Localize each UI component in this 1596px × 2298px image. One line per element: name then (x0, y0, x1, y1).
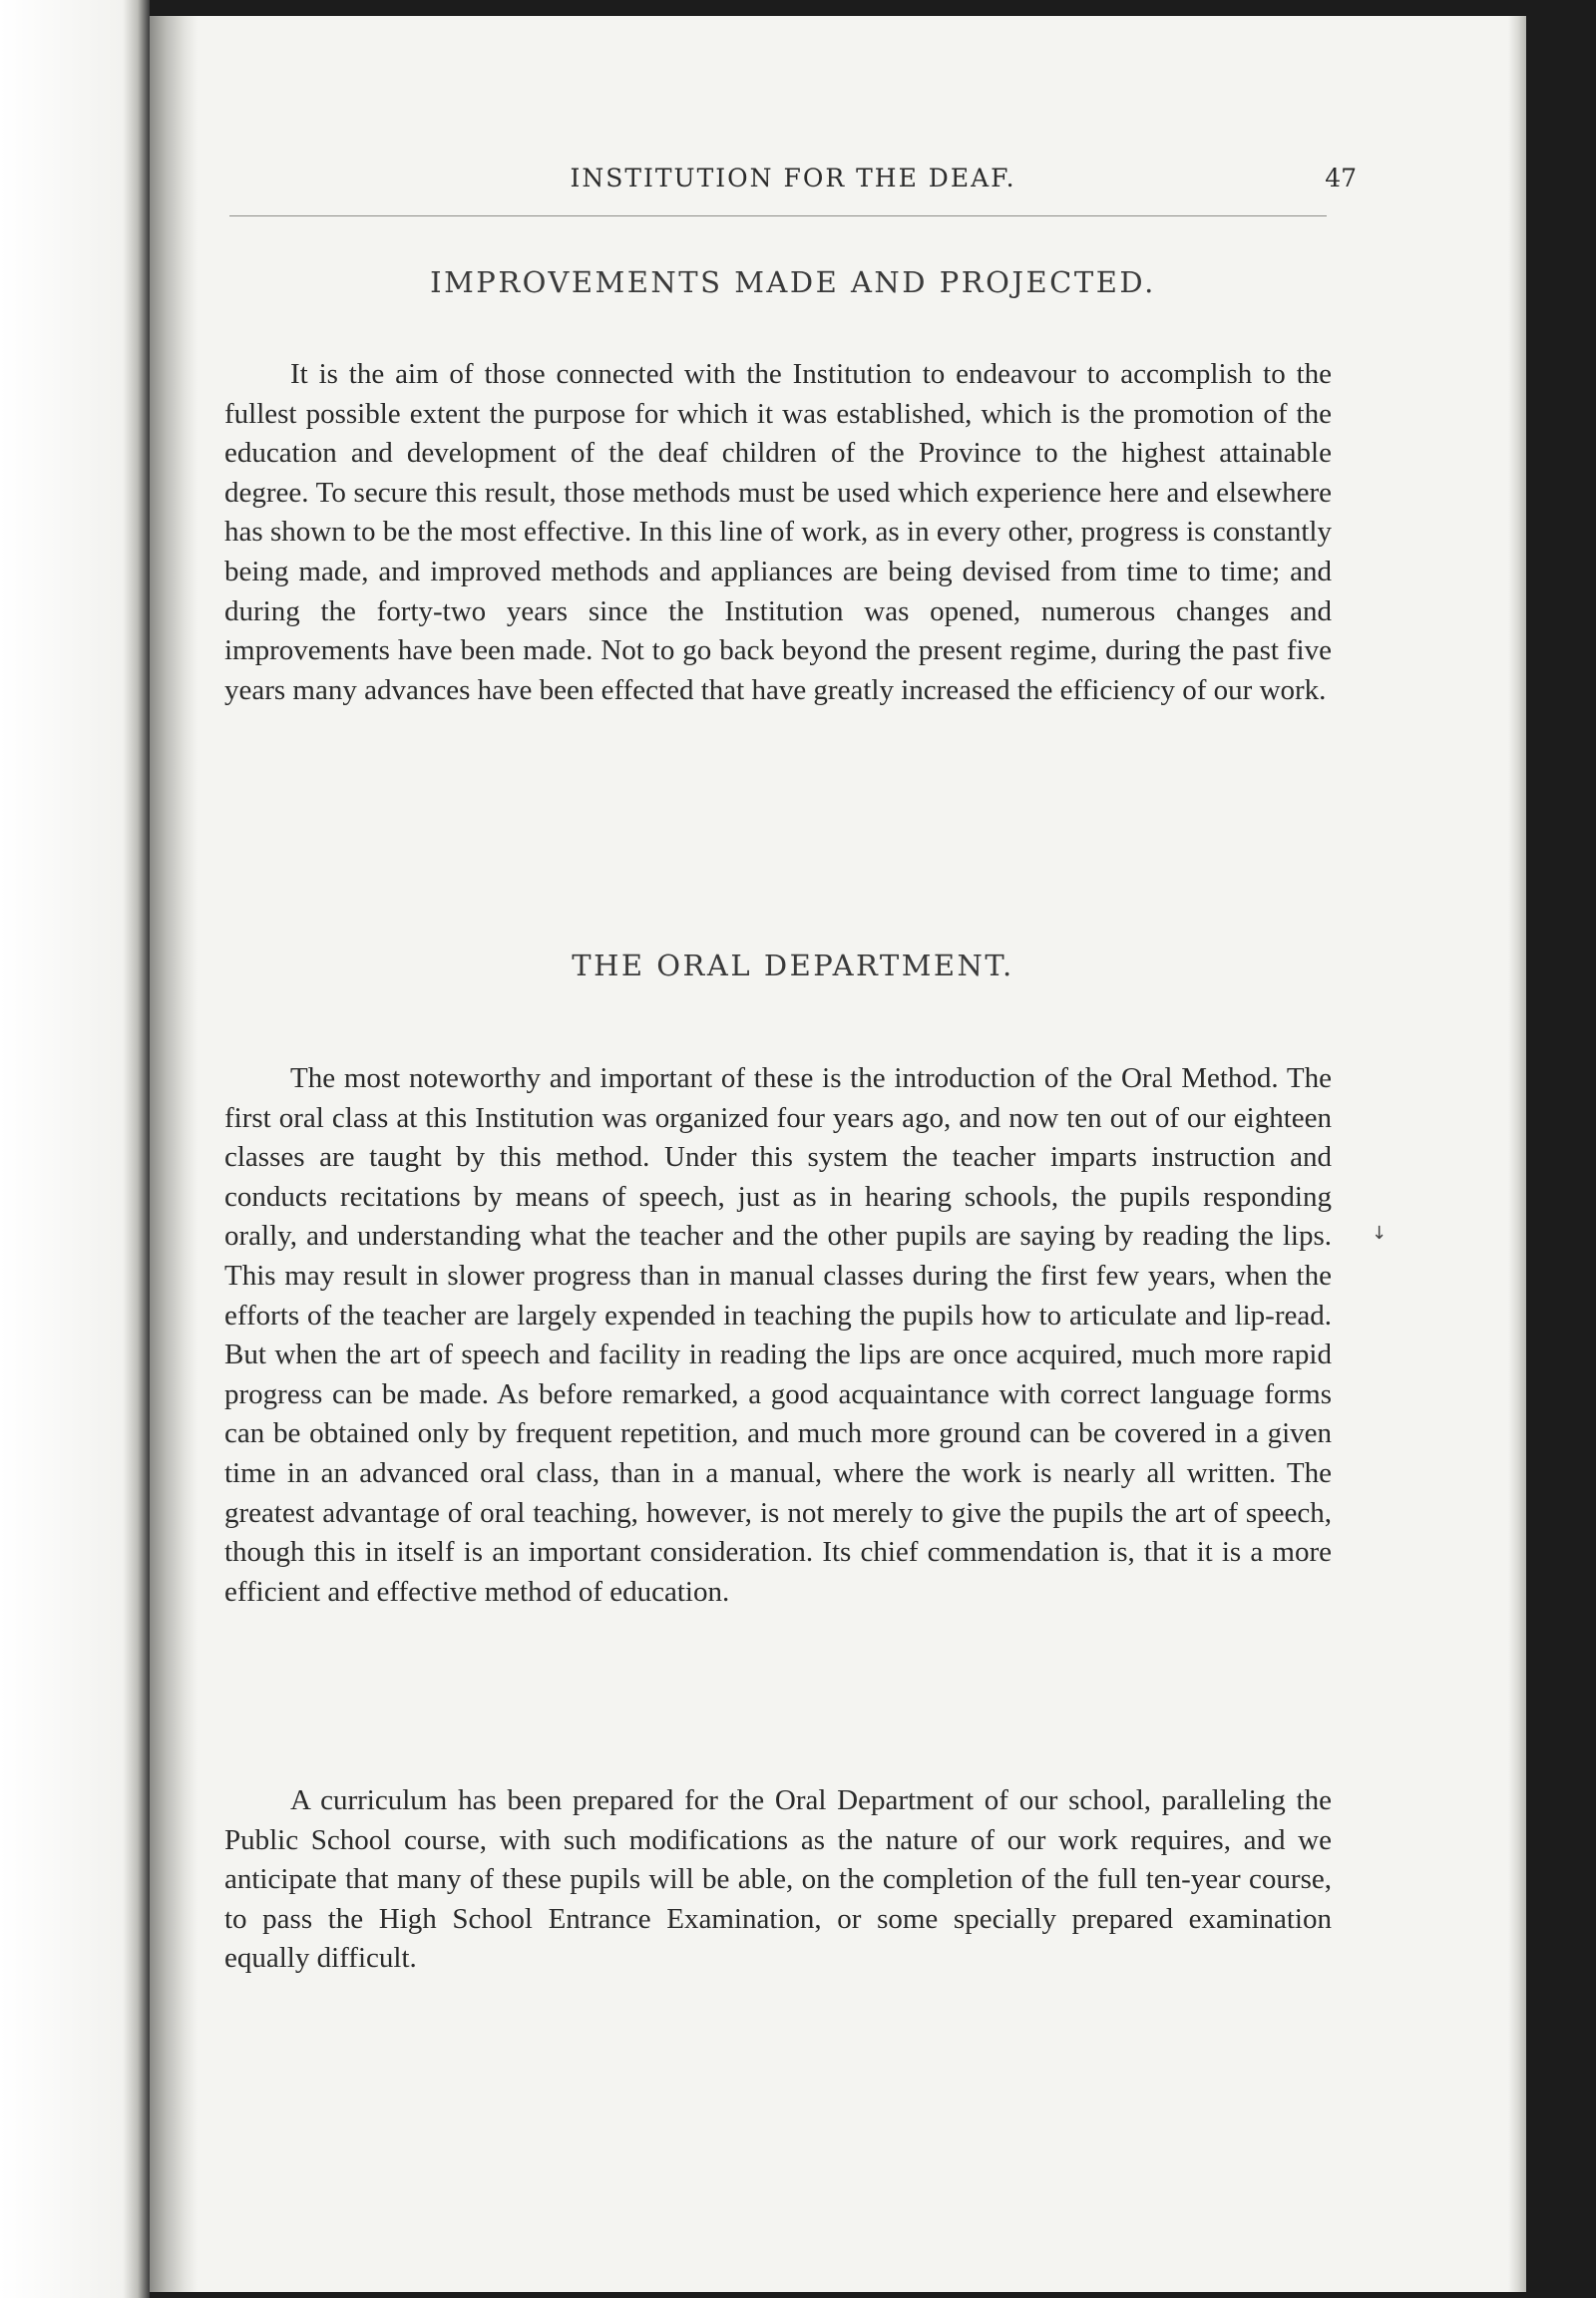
facing-page-edge (0, 0, 150, 2298)
paragraph-curriculum: A curriculum has been prepared for the Oral Department of our school, paralleling the Public School course, with such modifications as the nature of our work requires, and we anticipate that many of these pupils will be able, on the completion of the full ten-year course, to pass the High School Entrance Examination, or some specially prepared examination equally difficult. (224, 1784, 1332, 1975)
section-title-oral-department: THE ORAL DEPARTMENT. (572, 949, 1014, 982)
section-title-improvements: IMPROVEMENTS MADE AND PROJECTED. (430, 265, 1156, 299)
page-number: 47 (1325, 164, 1357, 192)
running-head (229, 164, 1357, 203)
paragraph-oral-method: The most noteworthy and important of these is the introduction of the Oral Method. The first oral class at this Institution was organized four years ago, and now ten out of our eighteen classes are taught by this method. Under this system the teacher imparts instruction and conducts recitations by means of speech, just as in hearing schools, the pupils responding orally, and understanding what the teacher and the other pupils are saying by reading the lips. This may result in slower progress than in manual classes during the first few years, when the efforts of the teacher are largely expended in teaching the pupils how to articulate and lip-read. But when the art of speech and facility in reading the lips are once acquired, much more rapid progress can be made. As before remarked, a good acquaintance with correct language forms can be obtained only by frequent repetition, and much more ground can be covered in a given time in an advanced oral class, than in a manual, where the work is nearly all written. The greatest advantage of oral teaching, however, is not merely to give the pupils the art of speech, though this in itself is an important consideration. Its chief commendation is, that it is a more efficient and effective method of education. (224, 1062, 1332, 1608)
header-rule (229, 215, 1327, 216)
book-page (150, 16, 1526, 2292)
margin-mark-icon: ↓ (1372, 1223, 1388, 1244)
page-edge-shadow (1508, 16, 1526, 2292)
gutter-shadow (150, 16, 198, 2292)
paragraph-improvements: It is the aim of those connected with the Institution to endeavour to accomplish to the fullest possible extent the purpose for which it was established, which is the promotion of the education and development of the deaf children of the Province to the highest attainable degree. To secure this result, those methods must be used which experience here and elsewhere has shown to be the most effective. In this line of work, as in every other, progress is constantly being made, and improved methods and appliances are being devised from time to time; and during the forty-two years since the Institution was opened, numerous changes and improvements have been made. Not to go back beyond the present regime, during the past five years many advances have been effected that have greatly increased the efficiency of our work. (224, 358, 1332, 706)
running-head-title: INSTITUTION FOR THE DEAF. (570, 164, 1016, 192)
